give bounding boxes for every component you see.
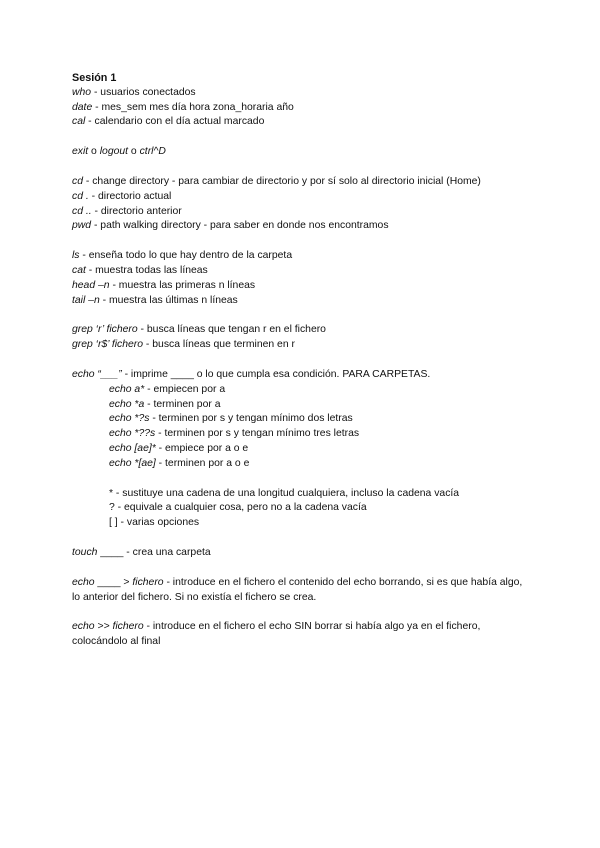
description-text: - busca líneas que terminen en r [143,339,295,351]
command-text: fichero [132,576,164,588]
note-line [72,279,532,294]
note-line [72,249,532,264]
description-text: - terminen por a [144,398,221,410]
command-text: ctrl^D [139,146,166,158]
note-line [72,398,532,413]
description-text: - directorio anterior [91,205,182,217]
blank-line [72,308,532,323]
description-text: [ ] - varias opciones [109,517,200,529]
command-text: echo *[ae] [109,457,156,469]
command-text: cd [72,175,83,187]
command-text: pwd [72,220,92,232]
note-line [72,323,532,338]
blank-line [72,605,532,620]
description-text: - directorio actual [88,190,172,202]
description-text: - terminen por s y tengan mínimo tres letras [155,428,360,440]
note-line [72,338,532,353]
description-text: - imprime ____ o lo que cumpla esa condición. PARA CARPETAS. [121,368,431,380]
note-line [72,264,532,279]
command-text: cd .. [72,205,92,217]
command-text: echo *a [109,398,145,410]
command-text: logout [99,146,129,158]
command-text: grep ‘r’ fichero [72,324,138,336]
description-text: - introduce en el fichero el contenido del echo borrando, si es que había algo, lo anterior del fichero. Si no existía el fichero se crea. [72,576,523,603]
blank-line [72,130,532,145]
description-text: - busca líneas que tengan r en el fichero [137,324,326,336]
note-line [72,86,532,101]
command-text: cal [72,116,86,128]
note-line [72,412,532,427]
description-text: - change directory - para cambiar de directorio y por sí solo al directorio inicial (Home) [82,175,481,187]
note-line [72,383,532,398]
description-text: - usuarios conectados [91,86,196,98]
command-text: cat [72,264,86,276]
description-text: - muestra las primeras n líneas [109,279,256,291]
note-line [72,219,532,234]
description-text: * - sustituye una cadena de una longitud cualquiera, incluso la cadena vacía [109,487,460,499]
command-text: cd . [72,190,89,202]
command-text: exit [72,146,89,158]
blank-line [72,561,532,576]
command-text: head –n [72,279,110,291]
blank-line [72,472,532,487]
blank-line [72,353,532,368]
note-line [72,620,532,650]
document-page [72,71,532,650]
description-text: - muestra las últimas n líneas [99,294,238,306]
note-line [72,457,532,472]
description-text: - empiecen por a [144,383,226,395]
note-line [72,516,532,531]
command-text: grep ‘r$’ fichero [72,339,144,351]
description-text: - calendario con el día actual marcado [85,116,265,128]
note-line [72,175,532,190]
command-text: echo *??s [109,428,156,440]
description-text: - empiece por a o e [155,442,249,454]
blank-line [72,531,532,546]
note-line [72,368,532,383]
command-text: touch [72,546,98,558]
blank-line [72,234,532,249]
description-text: - mes_sem mes día hora zona_horaria año [92,101,294,113]
blank-line [72,160,532,175]
note-line [72,190,532,205]
description-text: o [88,146,100,158]
description-text: ____ - crea una carpeta [97,546,211,558]
command-text: echo a* [109,383,145,395]
note-line [72,205,532,220]
description-text: ____ > [94,576,133,588]
description-text: - enseña todo lo que hay dentro de la carpeta [79,250,293,262]
description-text: ? - equivale a cualquier cosa, pero no a la cadena vacía [109,502,367,514]
note-line [72,487,532,502]
note-line [72,427,532,442]
note-line [72,294,532,309]
description-text: - muestra todas las líneas [85,264,208,276]
command-text: who [72,86,92,98]
command-text: tail –n [72,294,100,306]
note-line [72,442,532,457]
session-title: Sesión 1 [72,72,117,84]
description-text: o [128,146,140,158]
command-text: echo *?s [109,413,150,425]
command-text: echo [ae]* [109,442,156,454]
note-line [72,546,532,561]
note-line [72,145,532,160]
command-text: echo “___” [72,368,122,380]
command-text: echo >> fichero [72,621,144,633]
command-text: date [72,101,93,113]
description-text: - terminen por s y tengan mínimo dos letras [149,413,353,425]
description-text: - terminen por a o e [155,457,250,469]
note-line [72,115,532,130]
note-line [72,576,532,606]
note-line [72,101,532,116]
notes-body [72,86,532,650]
note-line [72,501,532,516]
command-text: echo [72,576,95,588]
description-text: - introduce en el fichero el echo SIN borrar si había algo ya en el fichero, colocándolo al final [72,621,481,648]
description-text: - path walking directory - para saber en donde nos encontramos [91,220,389,232]
command-text: ls [72,250,80,262]
